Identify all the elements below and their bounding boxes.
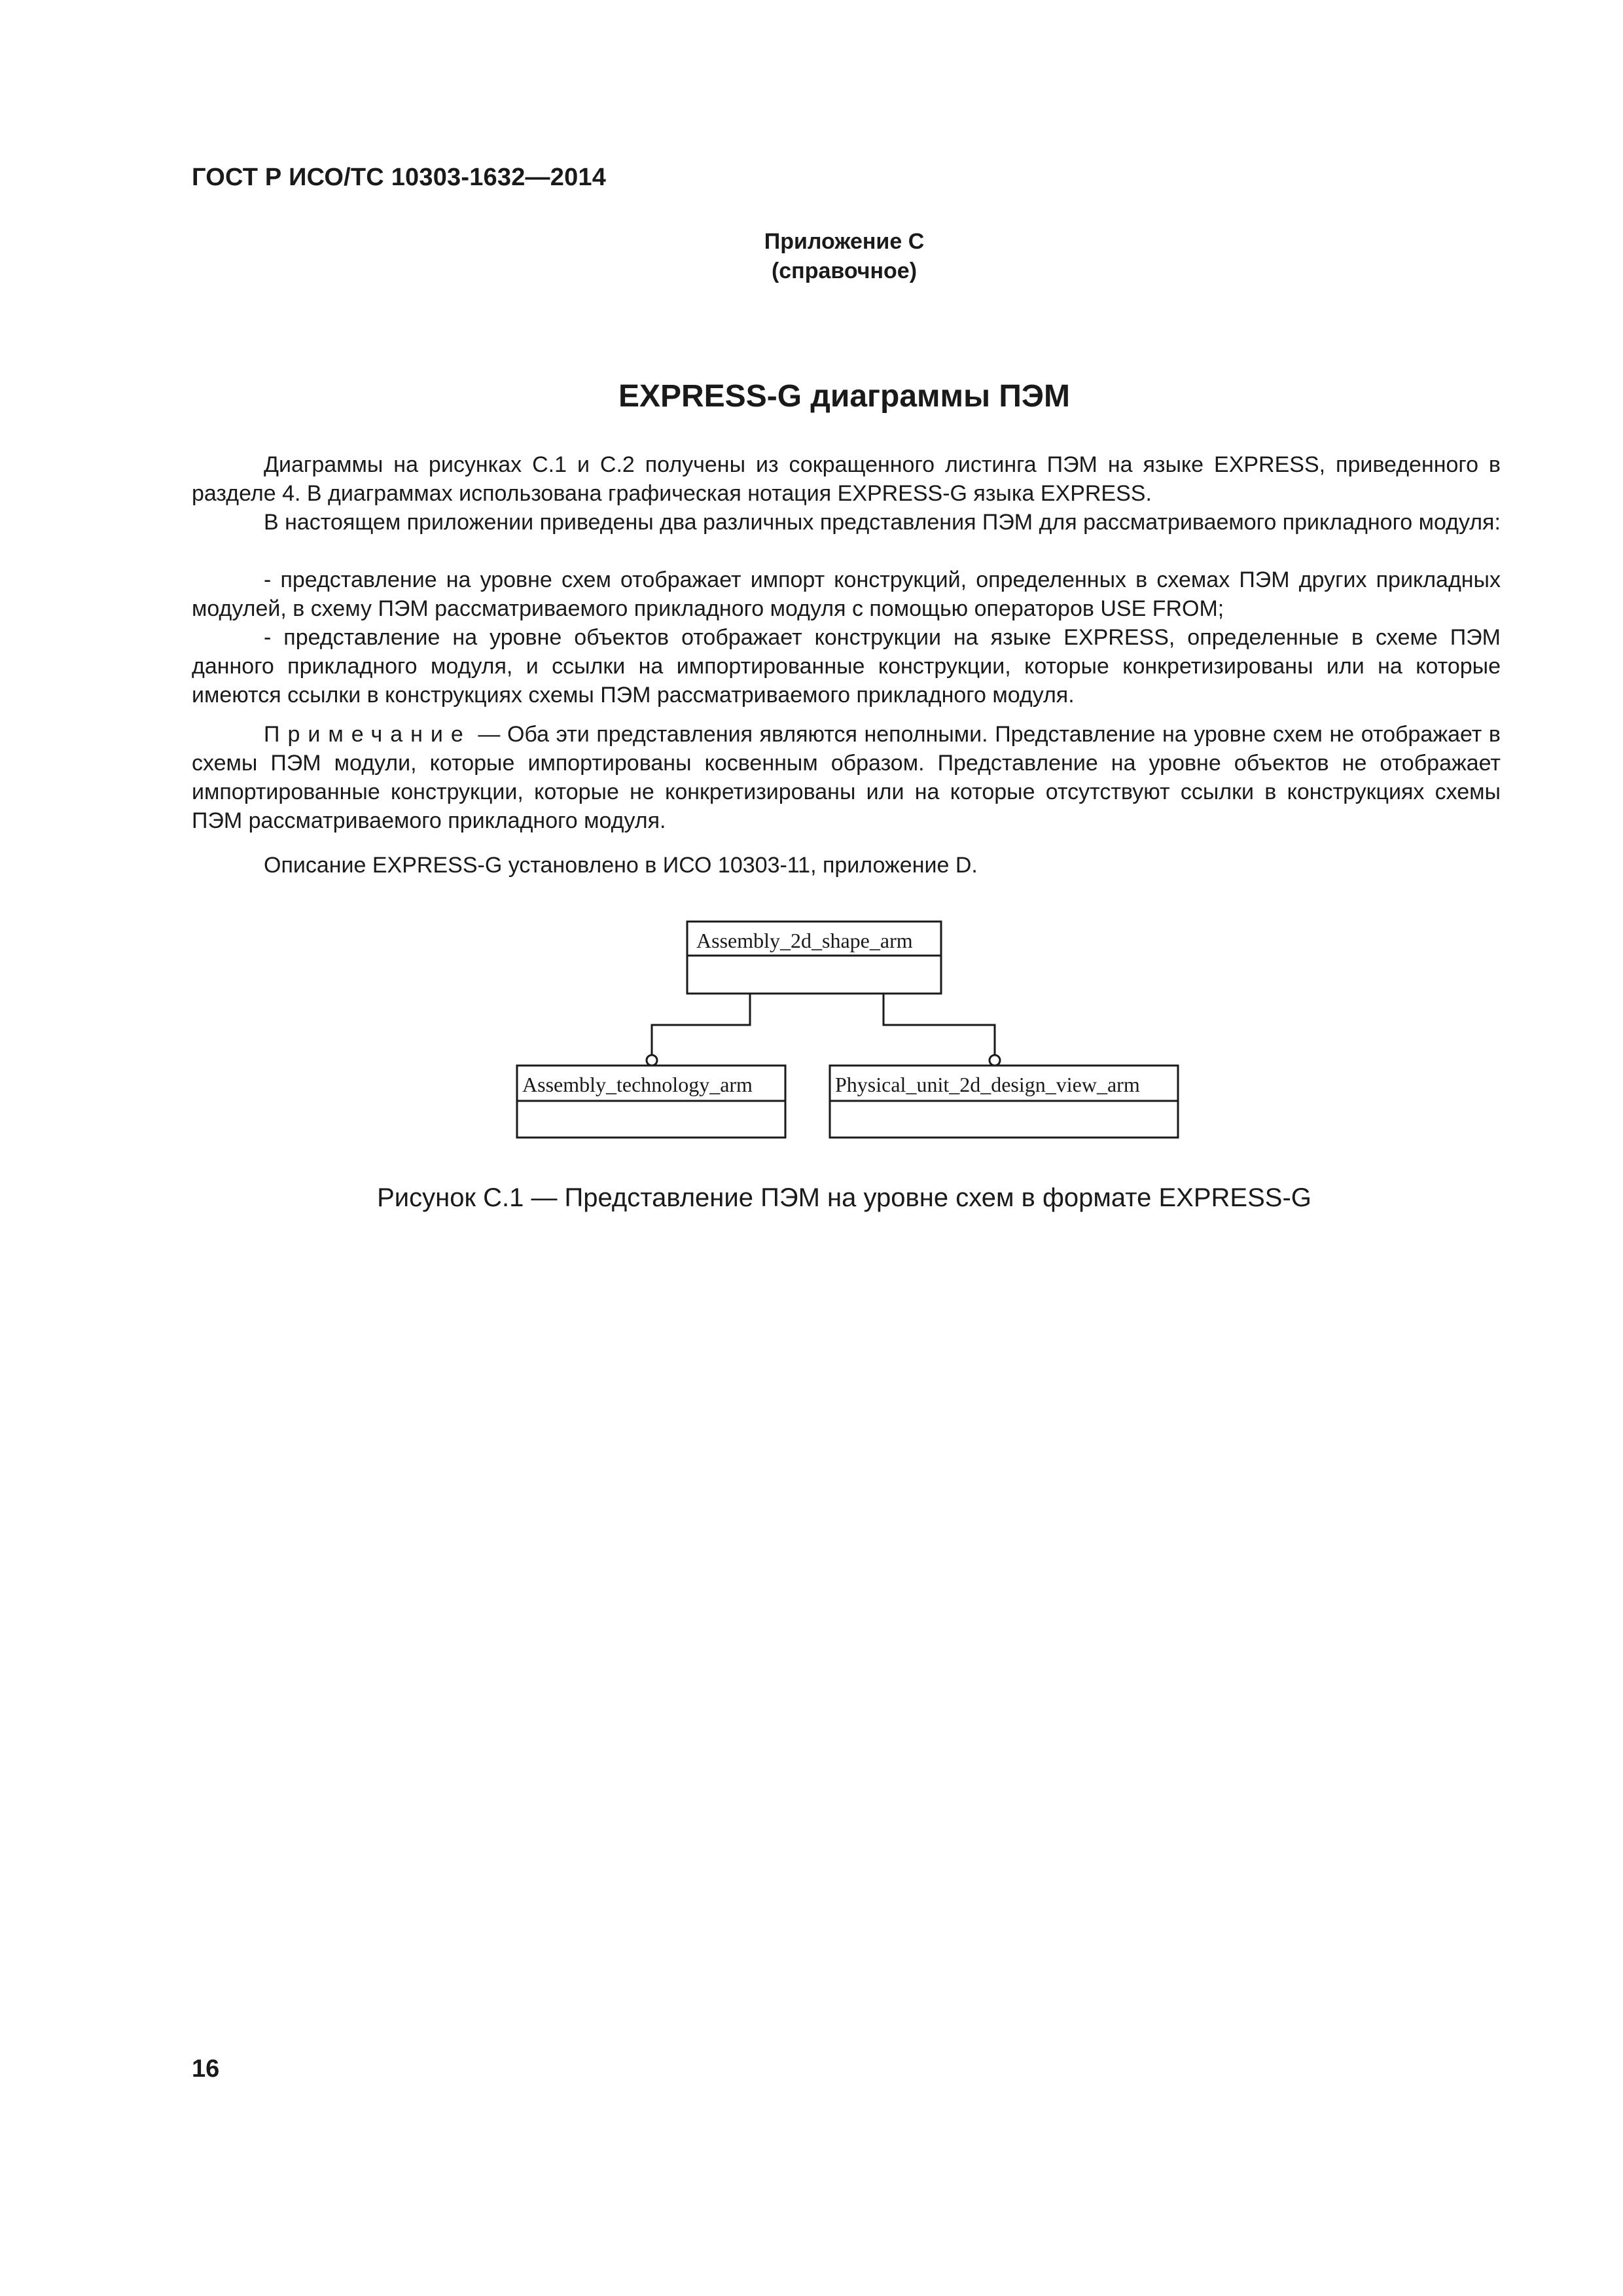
paragraph-text: В настоящем приложении приведены два различных представления ПЭМ для рассматриваемого прикладного модуля: xyxy=(264,510,1501,535)
entity-name-left: Assembly_technology_arm xyxy=(522,1073,753,1096)
entity-name-root: Assembly_2d_shape_arm xyxy=(696,929,913,952)
entity-box-left xyxy=(517,1066,785,1138)
paragraph-schema-level xyxy=(192,565,1501,623)
description-paragraph xyxy=(192,851,1501,880)
note-paragraph xyxy=(192,720,1501,835)
express-g-diagram xyxy=(510,916,1191,1178)
paragraph-object-level xyxy=(192,623,1501,709)
figure-caption: Рисунок С.1 — Представление ПЭМ на уровне схем в формате EXPRESS-G xyxy=(377,1183,1311,1212)
entity-box-root xyxy=(687,922,941,994)
note-label: Примечание xyxy=(264,722,471,747)
section-title: EXPRESS-G диаграммы ПЭМ xyxy=(618,379,1071,414)
entity-box-right xyxy=(830,1066,1178,1138)
note-block xyxy=(192,720,1501,835)
diagram-canvas xyxy=(510,916,1191,1178)
page-number: 16 xyxy=(192,2055,220,2083)
annex-type: (справочное) xyxy=(771,259,918,283)
open-circle-left-icon xyxy=(647,1055,657,1066)
open-circle-right-icon xyxy=(990,1055,1000,1066)
paragraph-text: Описание EXPRESS-G установлено в ИСО 10303-11, приложение D. xyxy=(264,853,978,878)
note-dash: — xyxy=(471,722,507,747)
paragraph-representations xyxy=(192,508,1501,537)
standard-header: ГОСТ Р ИСО/ТС 10303-1632—2014 xyxy=(192,164,607,191)
paragraph-text: - представление на уровне объектов отображает конструкции на языке EXPRESS, определенные в схеме ПЭМ данного прикладного модуля, и ссылки на импортированные конструкции, которые конкретизированы или на которые имеются ссылки в конструкциях схемы ПЭМ рассматриваемого прикладного модуля. xyxy=(192,625,1501,708)
entity-name-right: Physical_unit_2d_design_view_arm xyxy=(835,1073,1140,1096)
note-text: Оба эти представления являются неполными. Представление на уровне схем не отображает в схемы ПЭМ модули, которые импортированы косвенным образом. Представление на уровне объектов не отображает импортированные конструкции, которые не конкретизированы или на которые отсутствуют ссылки в конструкциях схемы ПЭМ рассматриваемого прикладного модуля. xyxy=(192,722,1501,833)
relationship-lines xyxy=(652,994,995,1055)
paragraph-text: - представление на уровне схем отображает импорт конструкций, определенных в схемах ПЭМ других прикладных модулей, в схему ПЭМ рассматриваемого прикладного модуля с помощью операторов USE FROM; xyxy=(192,567,1501,621)
paragraph-intro xyxy=(192,450,1501,508)
paragraph-text: Диаграммы на рисунках С.1 и С.2 получены из сокращенного листинга ПЭМ на языке EXPRESS, приведенного в разделе 4. В диаграммах использована графическая нотация EXPRESS-G языка EXPRESS. xyxy=(192,452,1501,506)
annex-title: Приложение С xyxy=(764,229,925,254)
